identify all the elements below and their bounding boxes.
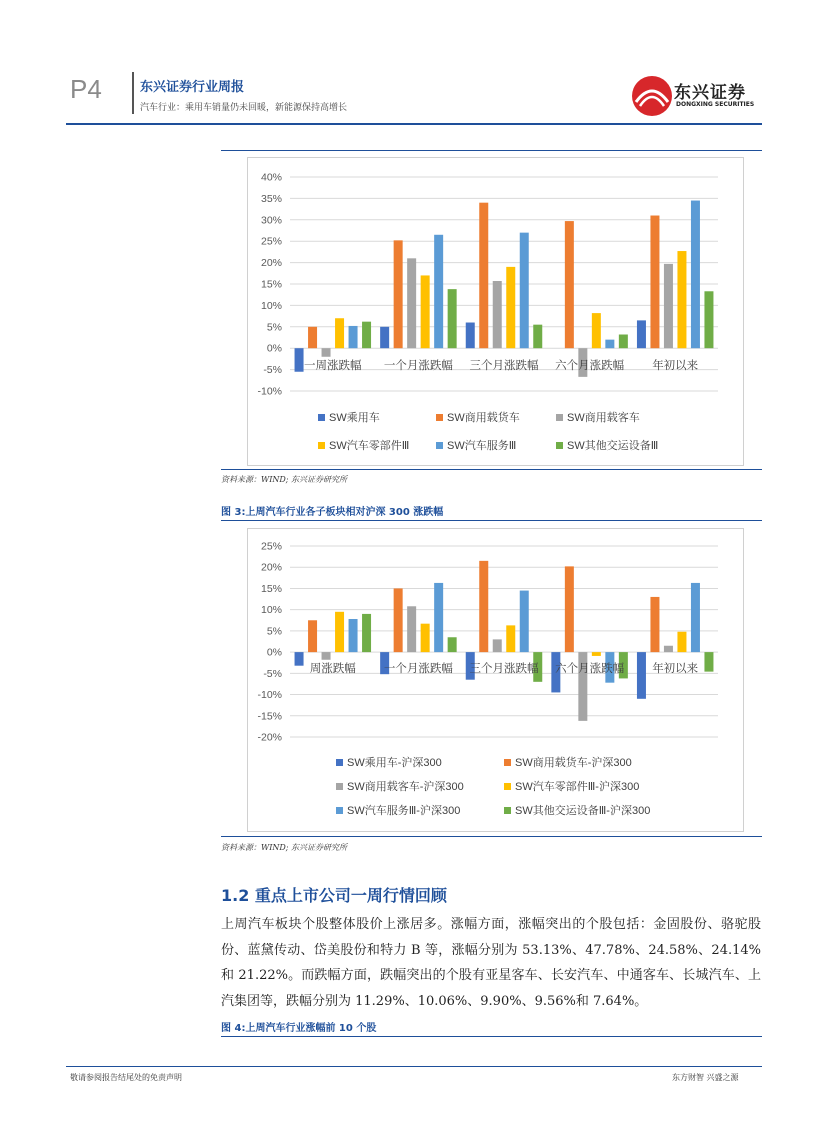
y-tick-label: -20% [257,731,282,744]
bar [448,289,457,348]
legend-label: SW乘用车-沪深300 [347,757,442,769]
legend-swatch [556,442,563,449]
legend-label: SW其他交运设备Ⅲ [567,440,659,452]
bar [565,221,574,348]
body-paragraph: 上周汽车板块个股整体股价上涨居多。涨幅方面，涨幅突出的个股包括：金固股份、骆驼股份、蓝黛传动、岱美股份和特力 B 等，涨幅分别为 53.13%、47.78%、24.58%、24.14%和 21.22%。而跌幅方面，跌幅突出的个股有亚星客车、长安汽车、中通客车、长城汽车、上汽集团等，跌幅分别为 11.29%、10.06%、9.90%、9.56%和 7.64%。 [221,917,761,1009]
bar [677,632,686,652]
bar [335,612,344,652]
bar [619,335,628,349]
bar [565,566,574,652]
bar [704,652,713,672]
legend-label: SW乘用车 [329,412,380,424]
report-subtitle: 汽车行业：乘用车销量仍未回暖，新能源保持高增长 [140,103,348,113]
bar [479,561,488,652]
legend-swatch [504,807,511,814]
bar [434,235,443,348]
legend-swatch [436,414,443,421]
bar [322,652,331,660]
figure-rule [221,520,762,521]
chart-2 [248,529,743,831]
figure-3-title: 图 3:上周汽车行业各子板块相对沪深 300 涨跌幅 [221,507,444,518]
chart-1-frame [247,157,744,466]
figure-rule [221,150,762,151]
bar [664,264,673,348]
y-tick-label: 25% [260,235,282,248]
legend-swatch [504,759,511,766]
footer-slogan: 东方财智 兴盛之源 [672,1073,739,1082]
y-tick-label: 20% [260,257,282,270]
bar [691,583,700,652]
bar [704,291,713,348]
legend-label: SW商用载货车 [447,412,520,424]
bar [380,327,389,348]
x-category-label: 一个月涨跌幅 [383,663,453,676]
bar [349,326,358,348]
logo-text-en: DONGXING SECURITIES [676,101,755,108]
bar [295,652,304,666]
report-series-title: 东兴证券行业周报 [140,80,245,95]
bar [650,597,659,652]
y-tick-label: 15% [260,582,282,595]
bar [394,240,403,348]
bar [349,619,358,652]
y-tick-label: 15% [260,278,282,291]
y-tick-label: 20% [260,561,282,574]
y-tick-label: 0% [266,342,282,355]
page-number: P4 [70,74,102,104]
bar [407,258,416,348]
x-category-label: 年初以来 [652,360,699,373]
bar [394,588,403,652]
bar [479,203,488,349]
y-tick-label: 10% [260,299,282,312]
legend-label: SW汽车零部件Ⅲ-沪深300 [515,781,640,793]
legend-label: SW汽车服务Ⅲ-沪深300 [347,805,461,817]
legend-label: SW商用载货车-沪深300 [515,757,632,769]
bar [650,216,659,349]
bar [335,318,344,348]
header-divider [132,72,134,114]
bar [520,233,529,349]
legend-swatch [336,759,343,766]
bar [448,637,457,652]
y-tick-label: 30% [260,214,282,227]
legend-swatch [318,414,325,421]
figure-rule [221,1036,762,1037]
x-category-label: 六个月涨跌幅 [555,663,625,676]
footer-rule [66,1066,762,1067]
bar [637,652,646,699]
bar [493,281,502,348]
section-heading: 1.2 重点上市公司一周行情回顾 [221,886,447,905]
bar [421,624,430,652]
y-tick-label: 10% [260,604,282,617]
figure-source: 资料来源：WIND; 东兴证券研究所 [221,843,348,852]
legend-label: SW其他交运设备Ⅲ-沪深300 [515,805,651,817]
bar [434,583,443,652]
y-tick-label: 5% [266,625,282,638]
bar [605,340,614,349]
chart-1 [248,158,743,465]
bar [421,275,430,348]
y-tick-label: 40% [260,171,282,184]
legend-swatch [504,783,511,790]
legend-swatch [336,807,343,814]
legend-swatch [336,783,343,790]
chart-2-frame [247,528,744,832]
header-rule [66,123,762,125]
figure-4-title: 图 4:上周汽车行业涨幅前 10 个股 [221,1023,377,1034]
bar [664,646,673,652]
legend-label: SW汽车服务Ⅲ [447,440,517,452]
bar [637,320,646,348]
bar [407,606,416,652]
y-tick-label: 35% [260,192,282,205]
x-category-label: 六个月涨跌幅 [555,360,625,373]
bar [533,325,542,349]
bar [322,348,331,357]
y-tick-label: 25% [260,540,282,553]
figure-rule [221,469,762,470]
x-category-label: 三个月涨跌幅 [469,360,539,373]
y-tick-label: -15% [257,710,282,723]
legend-swatch [436,442,443,449]
y-tick-label: 5% [266,321,282,334]
legend-label: SW汽车零部件Ⅲ [329,440,410,452]
y-tick-label: 0% [266,646,282,659]
bar [677,251,686,348]
legend-swatch [318,442,325,449]
x-category-label: 周涨跌幅 [309,663,356,676]
bar [308,620,317,652]
bar [520,591,529,653]
y-tick-label: -10% [257,385,282,398]
x-category-label: 三个月涨跌幅 [469,663,539,676]
x-category-label: 年初以来 [652,663,699,676]
bar [506,625,515,652]
x-category-label: 一周涨跌幅 [304,360,362,373]
bar [493,639,502,652]
legend-label: SW商用载客车 [567,412,640,424]
logo-text: 东兴证券 [674,83,746,103]
figure-rule [221,836,762,837]
bar [592,652,601,656]
x-category-label: 一个月涨跌幅 [383,360,453,373]
y-tick-label: -5% [263,667,282,680]
bar [691,201,700,349]
bar [308,327,317,348]
bar [506,267,515,348]
bar [466,323,475,349]
y-tick-label: -10% [257,689,282,702]
y-tick-label: -5% [263,364,282,377]
legend-swatch [556,414,563,421]
bar [362,614,371,652]
figure-source: 资料来源：WIND; 东兴证券研究所 [221,475,348,484]
footer-disclaimer: 敬请参阅报告结尾处的免责声明 [70,1073,182,1082]
legend-label: SW商用载客车-沪深300 [347,781,464,793]
bar [362,322,371,349]
bar [592,313,601,348]
bar [295,348,304,372]
